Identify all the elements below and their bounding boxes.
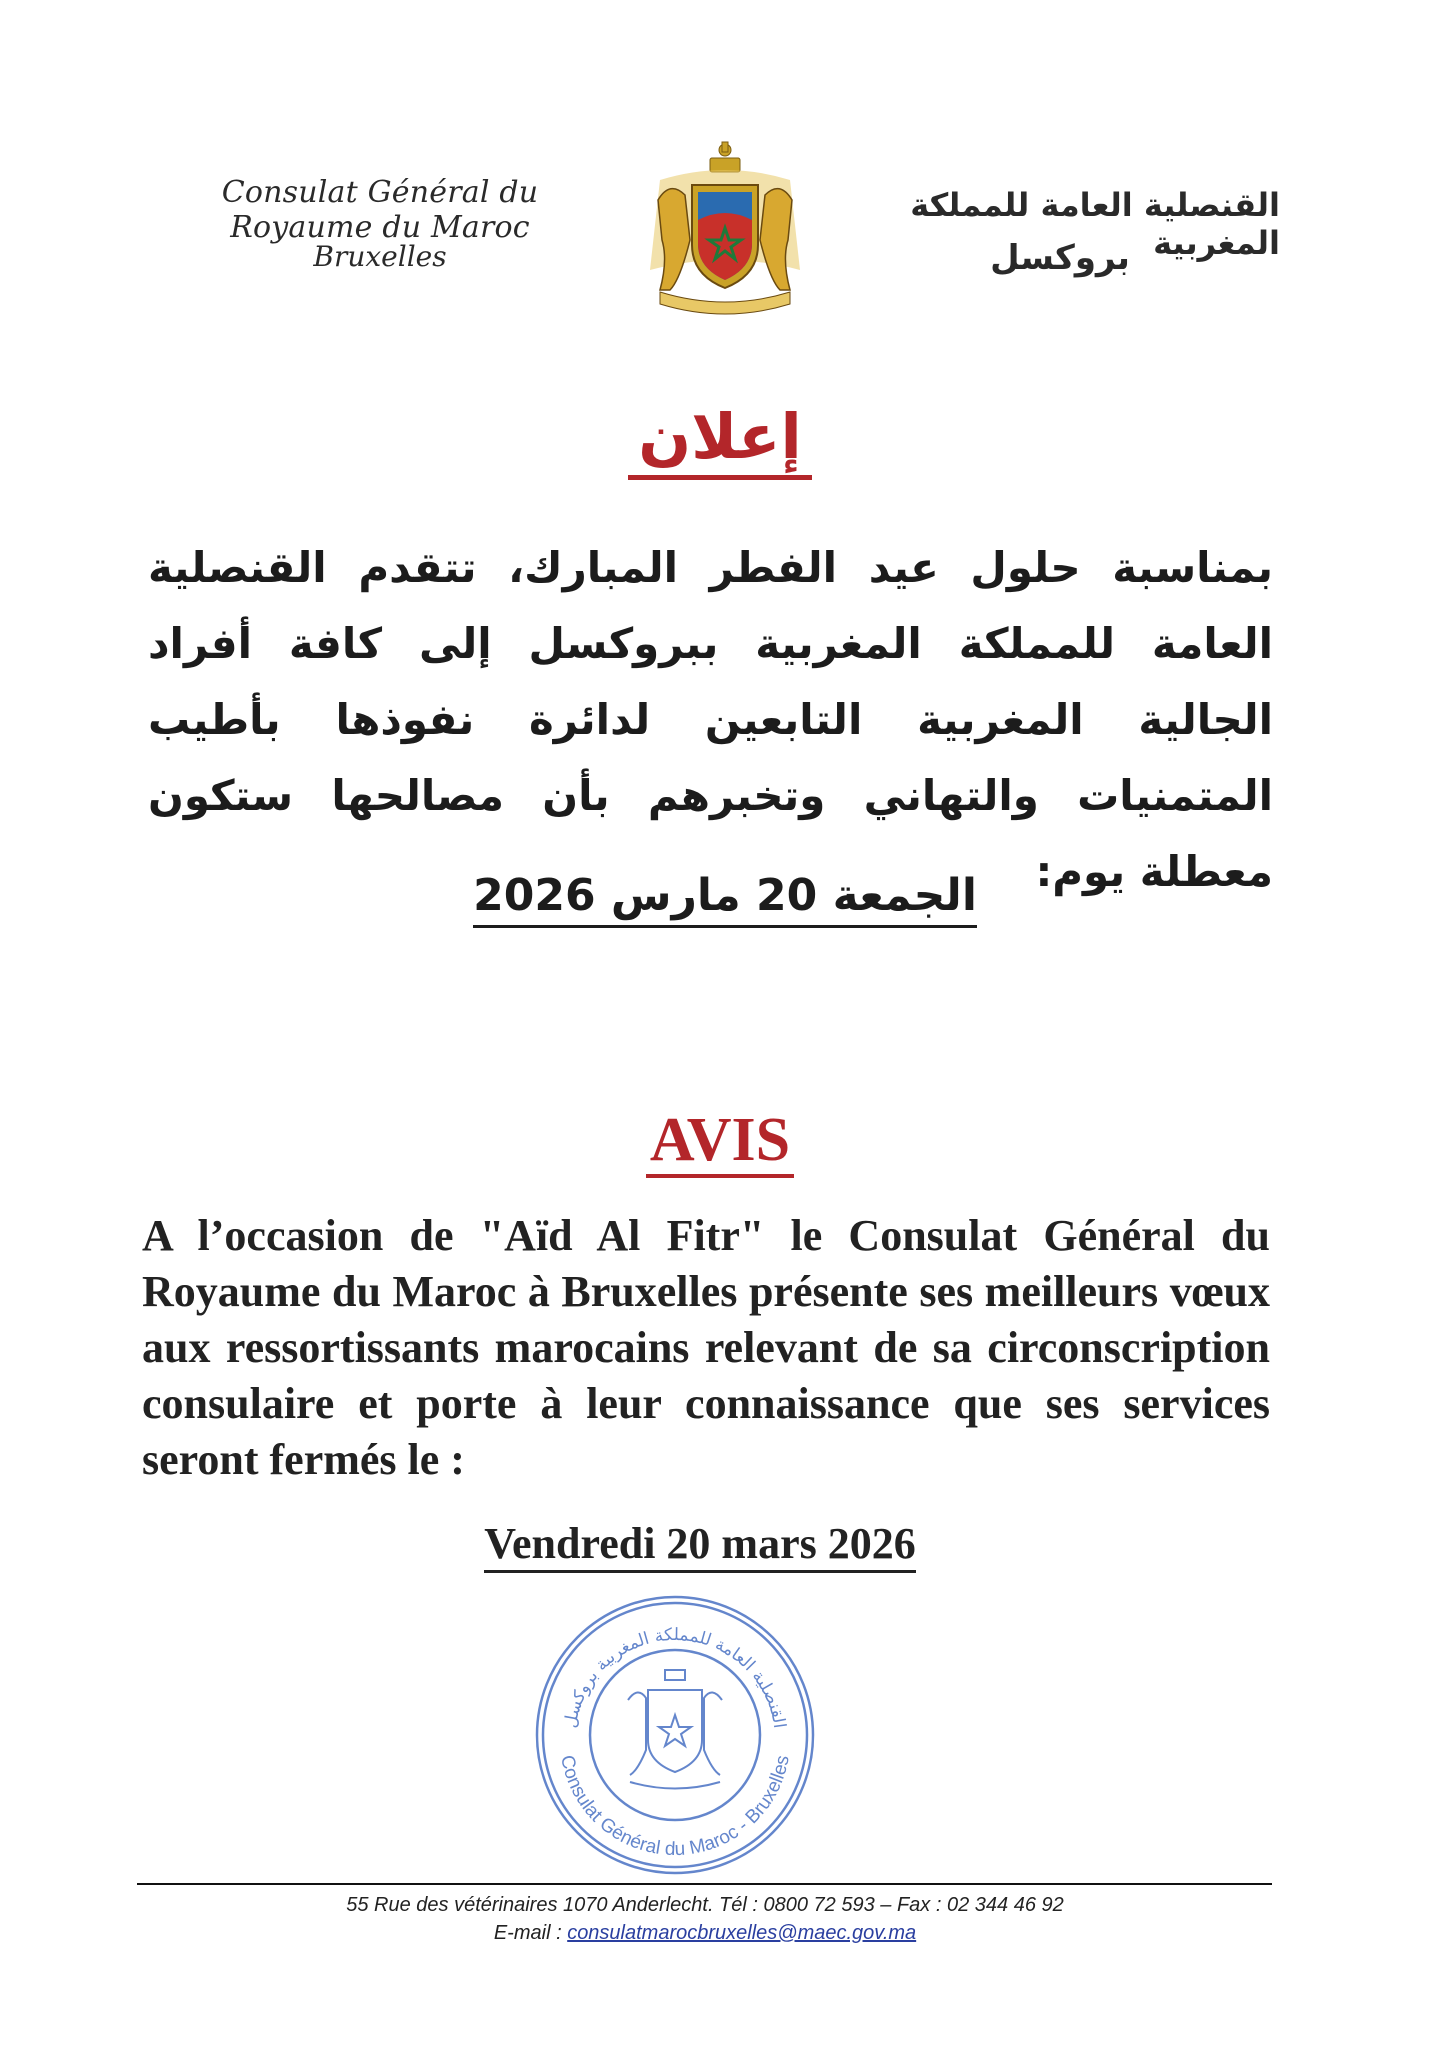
arabic-notice-body: بمناسبة حلول عيد الفطر المبارك، تتقدم القنصلية العامة للمملكة المغربية ببروكسل إلى كافة أفراد الجالية المغربية التابعين لدائرة نفوذها بأطيب المتمنيات والتهاني وتخبرهم بأن مصالحها ستكون معطلة يوم: — [148, 543, 1273, 896]
header-city-ar: بروكسل — [990, 238, 1130, 278]
official-stamp — [530, 1590, 820, 1880]
stamp-text-fr: Consulat Général du Maroc - Bruxelles — [556, 1753, 794, 1861]
moroccan-coat-of-arms-icon — [640, 140, 810, 315]
header-consulate-name-ar: القنصلية العامة للمملكة المغربية — [910, 186, 1280, 262]
footer-email-link[interactable]: consulatmarocbruxelles@maec.gov.ma — [567, 1922, 917, 1944]
header-city-fr: Bruxelles — [313, 240, 447, 273]
arabic-notice-heading: إعلان — [520, 400, 920, 473]
arabic-closure-date: الجمعة 20 مارس 2026 — [430, 870, 1020, 921]
footer-email-line — [140, 1922, 1270, 1945]
stamp-text-ar: القنصلية العامة للمملكة المغربية بروكسل — [560, 1624, 790, 1730]
french-notice-body: A l’occasion de "Aïd Al Fitr" le Consulat Général du Royaume du Maroc à Bruxelles présente ses meilleurs vœux aux ressortissants marocains relevant de sa circonscription consulaire et porte à leur connaissance que ses services seront fermés le : — [142, 1211, 1270, 1484]
french-notice-heading: AVIS — [520, 1105, 920, 1176]
footer-email-label: E-mail : — [493, 1922, 568, 1944]
french-closure-date: Vendredi 20 mars 2026 — [400, 1518, 1000, 1569]
footer-divider — [137, 1883, 1272, 1885]
header-consulate-name-fr: Consulat Général du Royaume du Maroc — [221, 175, 539, 245]
footer-address: 55 Rue des vétérinaires 1070 Anderlecht. Tél : 0800 72 593 – Fax : 02 344 46 92 — [346, 1894, 1064, 1916]
